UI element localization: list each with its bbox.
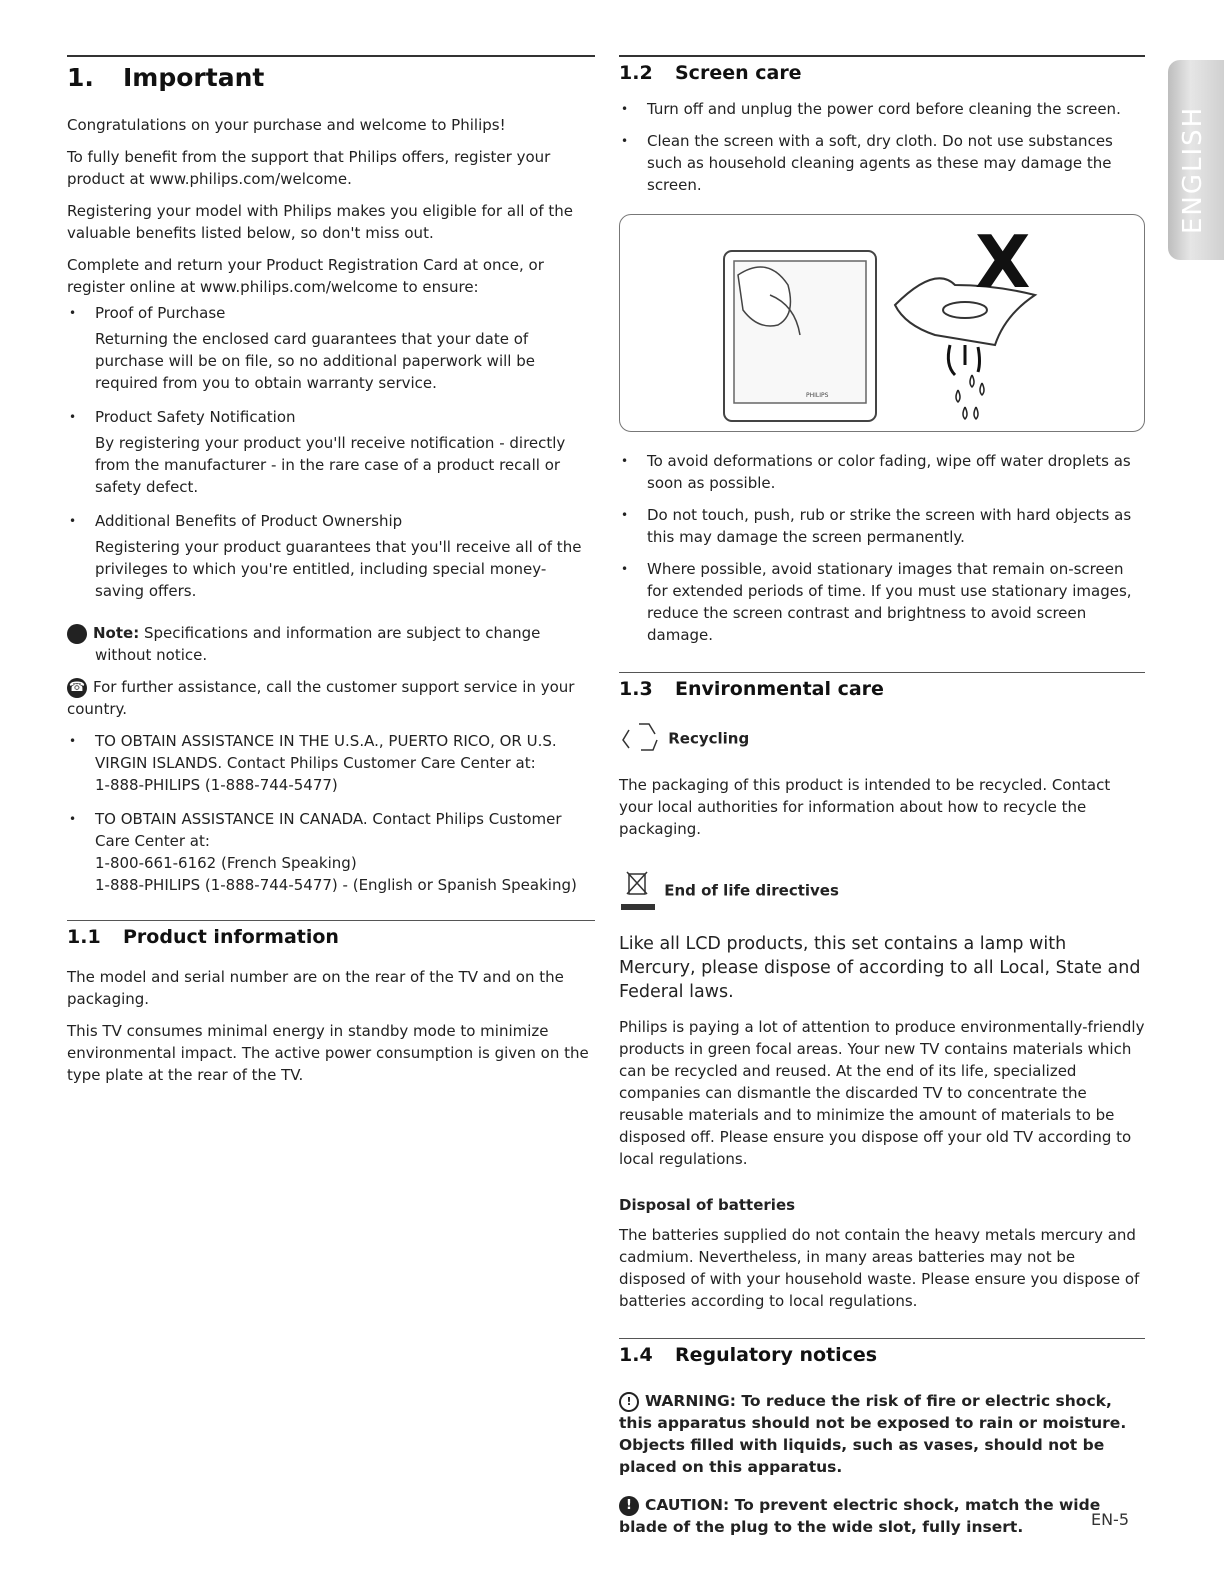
section-1-heading: 1. Important	[67, 63, 265, 92]
screen-care-bullet-1: • Turn off and unplug the power cord before cleaning the screen.	[619, 98, 1145, 120]
warning-icon: !	[619, 1392, 639, 1412]
intro-paragraph-4: Complete and return your Product Registration Card at once, or register online at www.philips.com/welcome to ensure:	[67, 256, 544, 296]
bullet-additional-benefits-body: Registering your product guarantees that you'll receive all of the privileges to which you're entitled, including special money-saving offers.	[95, 538, 582, 600]
left-column	[57, 55, 595, 1096]
screen-care-bullet-3: • To avoid deformations or color fading, wipe off water droplets as soon as possible.	[619, 450, 1145, 494]
screen-care-bullet-4: • Do not touch, push, rub or strike the screen with hard objects as this may damage the screen permanently.	[619, 504, 1145, 548]
canada-phone-french: 1-800-661-6162 (French Speaking)	[95, 854, 357, 872]
top-rule-left	[67, 55, 595, 57]
screen-care-bullet-2: • Clean the screen with a soft, dry cloth. Do not use substances such as household cleaning agents as these may damage the screen.	[619, 130, 1145, 196]
note-paragraph: = Note: Specifications and information are subject to change without notice.	[57, 624, 541, 664]
canada-assistance-bullet: • TO OBTAIN ASSISTANCE IN CANADA. Contact Philips Customer Care Center at:	[67, 808, 595, 852]
section-1-2-heading: 1.2 Screen care	[619, 62, 802, 84]
language-tab-label: ENGLISH	[1178, 105, 1208, 235]
svg-text:PHILIPS: PHILIPS	[806, 392, 829, 399]
us-assistance-bullet: • TO OBTAIN ASSISTANCE IN THE U.S.A., PUERTO RICO, OR U.S. VIRGIN ISLANDS. Contact Philips Customer Care Center at:	[67, 730, 595, 774]
screen-cleaning-illustration	[619, 214, 1145, 432]
caution-icon: !	[619, 1496, 639, 1516]
us-phone: 1-888-PHILIPS (1-888-744-5477)	[95, 776, 338, 794]
top-rule-right	[619, 55, 1145, 57]
batteries-heading: Disposal of batteries	[619, 1196, 796, 1214]
lcd-mercury-notice: Like all LCD products, this set contains a lamp with Mercury, please dispose of according to all Local, State and Federal laws.	[619, 934, 1141, 1002]
recycling-paragraph: The packaging of this product is intended to be recycled. Contact your local authorities for information about how to recycle the packaging.	[619, 776, 1111, 838]
language-tab	[1168, 60, 1224, 260]
intro-paragraph-3: Registering your model with Philips makes you eligible for all of the valuable benefits listed below, so don't miss out.	[67, 202, 574, 242]
page-number: EN-5	[1090, 1510, 1129, 1529]
caution-notice: ! CAUTION: To prevent electric shock, match the wide blade of the plug to the wide slot, fully insert.	[619, 1496, 1101, 1536]
end-of-life-heading: End of life directives	[619, 864, 1145, 918]
weee-bin-icon	[619, 864, 659, 918]
right-column	[619, 55, 1145, 1554]
section-1-3-rule	[619, 672, 1145, 673]
bullet-safety-notification: • Product Safety Notification	[67, 406, 595, 428]
note-icon: =	[67, 624, 87, 644]
svg-text:X: X	[975, 220, 1031, 304]
section-1-4-rule	[619, 1338, 1145, 1339]
warning-notice: ! WARNING: To reduce the risk of fire or electric shock, this apparatus should not be exposed to rain or moisture. Objects filled with liquids, such as vases, should not be placed on this apparatus.	[619, 1392, 1127, 1476]
bullet-safety-notification-body: By registering your product you'll receive notification - directly from the manufacturer - in the rare case of a product recall or safety defect.	[95, 434, 566, 496]
bullet-proof-of-purchase-body: Returning the enclosed card guarantees that your date of purchase will be on file, so no additional paperwork will be required from you to obtain warranty service.	[95, 330, 535, 392]
section-1-3-heading: 1.3 Environmental care	[619, 678, 884, 700]
product-info-paragraph-2: This TV consumes minimal energy in standby mode to minimize environmental impact. The active power consumption is given on the type plate at the rear of the TV.	[67, 1022, 589, 1084]
section-1-1-rule	[67, 920, 595, 921]
intro-paragraph-2: To fully benefit from the support that Philips offers, register your product at www.philips.com/welcome.	[67, 148, 551, 188]
canada-phone-english: 1-888-PHILIPS (1-888-744-5477) - (English or Spanish Speaking)	[95, 876, 577, 894]
screen-care-bullet-5: • Where possible, avoid stationary images that remain on-screen for extended periods of time. If you must use stationary images, reduce the screen contrast and brightness to avoid screen damage.	[619, 558, 1145, 646]
product-info-paragraph-1: The model and serial number are on the rear of the TV and on the packaging.	[67, 968, 564, 1008]
recycling-heading: Recycling	[619, 718, 1145, 760]
section-1-4-heading: 1.4 Regulatory notices	[619, 1344, 878, 1366]
bullet-additional-benefits: • Additional Benefits of Product Ownership	[67, 510, 595, 532]
end-of-life-paragraph: Philips is paying a lot of attention to produce environmentally-friendly products in green focal areas. Your new TV contains materials which can be recycled and reused. At the end of its life, specialized companies can dismantle the discarded TV to concentrate the reusable materials and to minimize the amount of materials to be disposed off. Please ensure you dispose off your old TV according to local regulations.	[619, 1018, 1145, 1168]
support-paragraph: ☎ For further assistance, call the customer support service in your country.	[67, 678, 575, 718]
tv-cleaning-illustration-icon	[620, 215, 1144, 429]
intro-paragraph-1: Congratulations on your purchase and welcome to Philips!	[67, 116, 506, 134]
batteries-paragraph: The batteries supplied do not contain the heavy metals mercury and cadmium. Nevertheless, in many areas batteries may not be disposed of with your household waste. Please ensure you dispose of batteries according to local regulations.	[619, 1226, 1140, 1310]
phone-support-icon: ☎	[67, 678, 87, 698]
bullet-proof-of-purchase: • Proof of Purchase	[67, 302, 595, 324]
section-1-1-heading: 1.1 Product information	[67, 926, 339, 948]
recycle-icon	[619, 718, 663, 760]
